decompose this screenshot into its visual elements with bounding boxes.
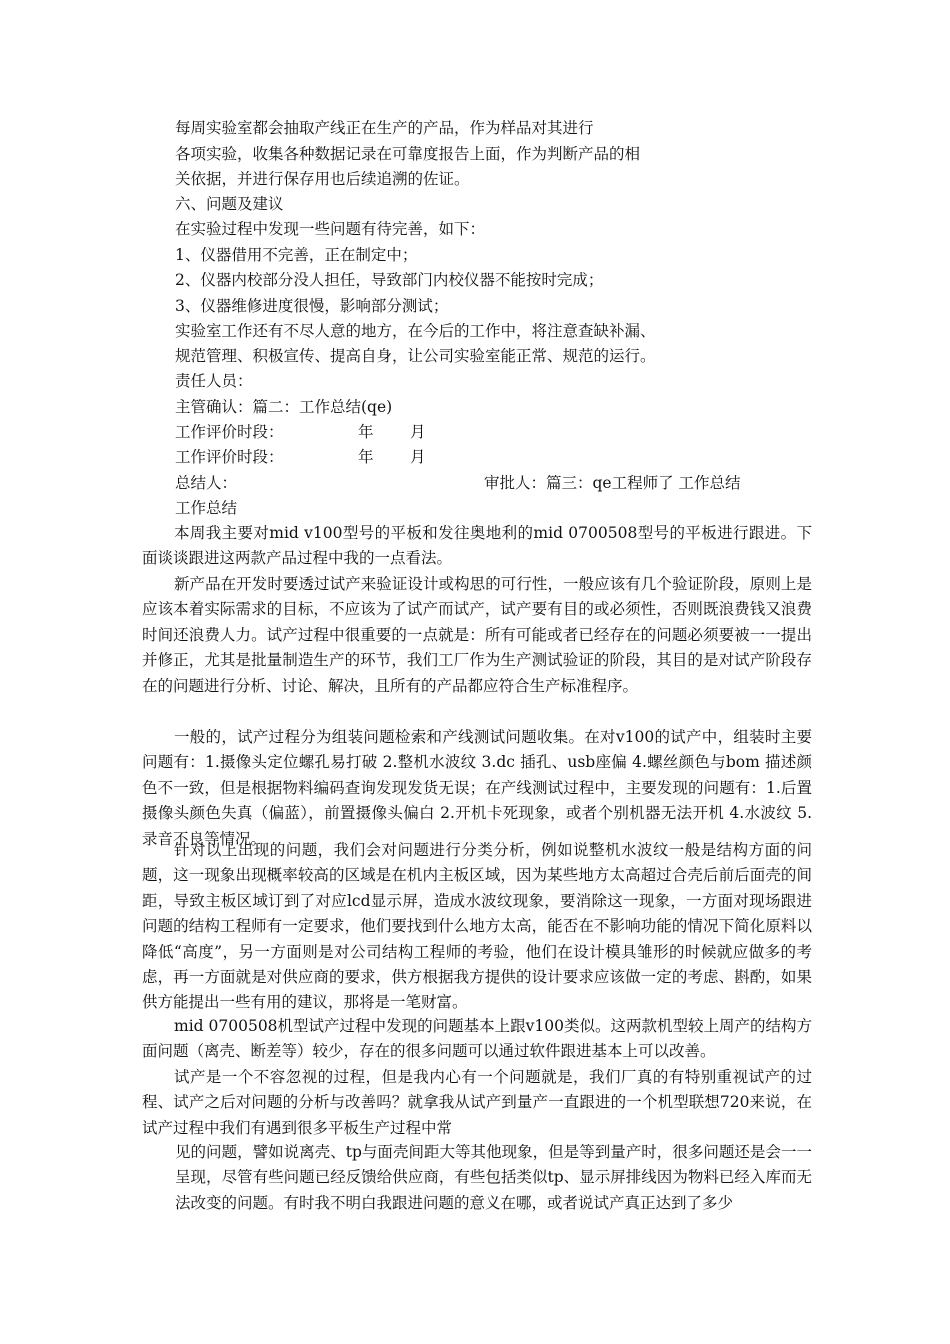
list-item: 3、仪器维修进度很慢，影响部分测试； — [175, 297, 449, 315]
paragraph: 新产品在开发时要透过试产来验证设计或构思的可行性，一般应该有几个验证阶段，原则上是应该本着实际需求的目标，不应该为了试产而试产，试产要有目的或必须性，否则既浪费钱又浪费时间还浪费人力。试产过程中很重要的一点就是：所有可能或者已经存在的问题必须要被一一提出并修正，尤其是批量制造生产的环节，我们工厂作为生产测试验证的阶段，其目的是对试产阶段存在的问题进行分析、讨论、解决，且所有的产品都应符合生产标准程序。 — [142, 575, 812, 695]
text-line: 主管确认：篇二：工作总结(qe) — [175, 398, 393, 416]
evaluation-period-label: 工作评价时段： — [175, 423, 284, 441]
text-line: 责任人员： — [175, 372, 253, 390]
paragraph: 试产是一个不容忽视的过程，但是我内心有一个问题就是，我们厂真的有特别重视试产的过程、试产之后对问题的分析与改善吗？就拿我从试产到量产一直跟进的一个机型联想720来说，在试产过程中我们有遇到很多平板生产过程中常 — [142, 1068, 812, 1137]
approver-label: 审批人：篇三：qe工程师了 工作总结 — [484, 474, 741, 492]
paragraph: 一般的，试产过程分为组装问题检索和产线测试问题收集。在对v100的试产中，组装时主要问题有：1.摄像头定位螺孔易打破 2.整机水波纹 3.dc 插孔、usb座偏 4.螺丝颜色与bom 描述颜色不一致，但是根据物料编码查询发现发货无误；在产线测试过程中，主要发现的问题有：1.后置摄像头颜色失真（偏蓝），前置摄像头偏白 2.开机卡死现象，或者个别机器无法开机 4.水波纹 5.录音不良等情况。 — [142, 728, 812, 848]
list-item: 1、仪器借用不完善，正在制定中； — [175, 246, 418, 264]
section-heading: 六、问题及建议 — [175, 195, 284, 213]
year-label: 年 — [358, 448, 374, 466]
summarizer-label: 总结人： — [175, 474, 238, 492]
text-line: 实验室工作还有不尽人意的地方，在今后的工作中，将注意查缺补漏、 — [175, 322, 656, 340]
list-item: 2、仪器内校部分没人担任，导致部门内校仪器不能按时完成； — [175, 271, 604, 289]
month-label: 月 — [410, 448, 426, 466]
year-label: 年 — [358, 423, 374, 441]
paragraph: 见的问题，譬如说离壳、tp与面壳间距大等其他现象，但是等到量产时，很多问题还是会一一呈现，尽管有些问题已经反馈给供应商，有些包括类似tp、显示屏排线因为物料已经入库而无法改变的问题。有时我不明白我跟进问题的意义在哪，或者说试产真正达到了多少 — [175, 1143, 812, 1212]
paragraph: 本周我主要对mid v100型号的平板和发往奥地利的mid 0700508型号的平板进行跟进。下面谈谈跟进这两款产品过程中我的一点看法。 — [142, 524, 812, 568]
section-heading: 工作总结 — [175, 499, 238, 517]
evaluation-period-label: 工作评价时段： — [175, 448, 284, 466]
paragraph: mid 0700508机型试产过程中发现的问题基本上跟v100类似。这两款机型较上周产的结构方面问题（离壳、断差等）较少，存在的很多问题可以通过软件跟进基本上可以改善。 — [142, 1017, 812, 1061]
text-line: 在实验过程中发现一些问题有待完善，如下： — [175, 220, 486, 238]
month-label: 月 — [410, 423, 426, 441]
text-line: 规范管理、积极宣传、提高自身，让公司实验室能正常、规范的运行。 — [175, 347, 656, 365]
paragraph: 针对以上出现的问题，我们会对问题进行分类分析，例如说整机水波纹一般是结构方面的问题，这一现象出现概率较高的区域是在机内主板区域，因为某些地方太高超过合壳后前后面壳的间距，导致主板区域订到了对应lcd显示屏，造成水波纹现象，要消除这一现象，一方面对现场跟进问题的结构工程师有一定要求，他们要找到什么地方太高，能否在不影响功能的情况下简化原料以降低“高度”，另一方面则是对公司结构工程师的考验，他们在设计模具雏形的时候就应做多的考虑，再一方面就是对供应商的要求，供方根据我方提供的设计要求应该做一定的考虑、斟酌，如果供方能提出一些有用的建议，那将是一笔财富。 — [142, 841, 812, 1012]
text-line: 每周实验室都会抽取产线正在生产的产品，作为样品对其进行 — [175, 119, 594, 137]
text-line: 各项实验，收集各种数据记录在可靠度报告上面，作为判断产品的相 — [175, 145, 641, 163]
text-line: 关依据，并进行保存用也后续追溯的佐证。 — [175, 170, 470, 188]
